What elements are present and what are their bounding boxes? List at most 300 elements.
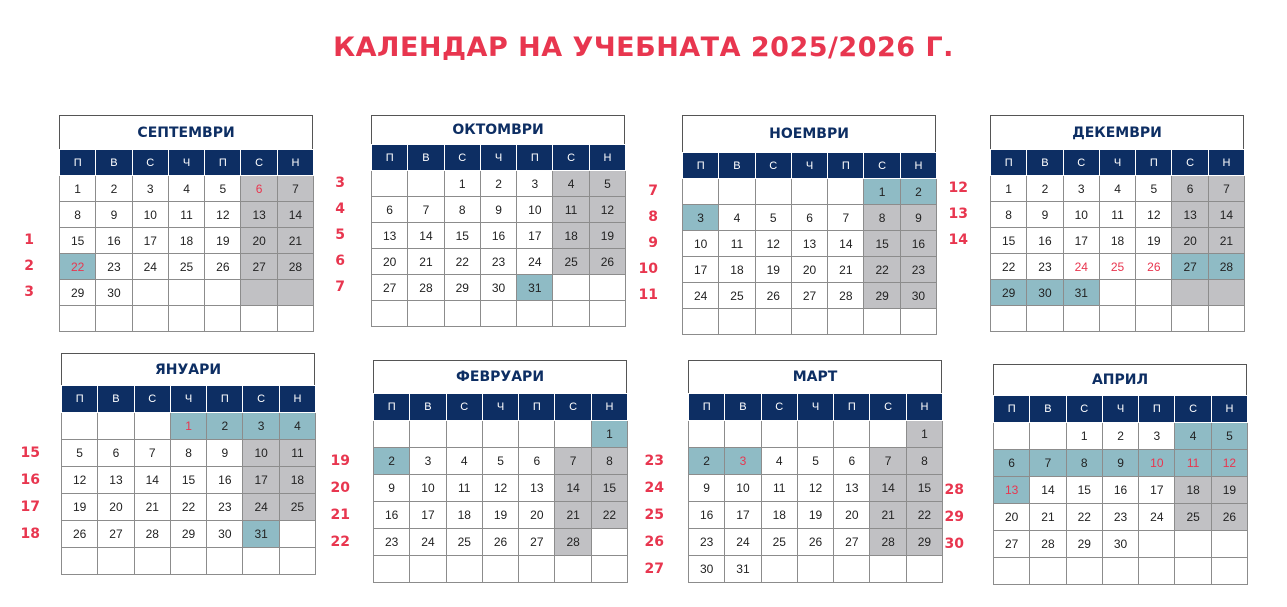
week-row: [374, 502, 628, 529]
day-cell: 22: [591, 502, 627, 529]
day-cell: 17: [1063, 228, 1099, 254]
week-row: [994, 477, 1248, 504]
day-cell: 5: [797, 448, 833, 475]
empty-cell: [591, 556, 627, 583]
week-row: [991, 254, 1245, 280]
week-row: [994, 450, 1248, 477]
day-cell: 9: [374, 475, 410, 502]
day-cell: 7: [1208, 176, 1244, 202]
day-cell: 4: [446, 448, 482, 475]
month-title: ЯНУАРИ: [61, 353, 315, 385]
weekday-header: П: [1139, 396, 1175, 423]
day-cell: 6: [241, 176, 277, 202]
empty-cell: [1066, 558, 1102, 585]
empty-cell: [1172, 306, 1208, 332]
day-cell: 10: [243, 440, 279, 467]
weekday-header: Н: [591, 394, 627, 421]
day-cell: 18: [761, 502, 797, 529]
day-cell: 2: [1027, 176, 1063, 202]
day-cell: 2: [374, 448, 410, 475]
day-cell: 7: [277, 176, 313, 202]
weekday-header: П: [62, 386, 98, 413]
day-cell: 1: [444, 171, 480, 197]
weekday-header: Н: [279, 386, 315, 413]
week-row: [62, 440, 316, 467]
day-cell: 5: [589, 171, 625, 197]
day-cell: 22: [444, 249, 480, 275]
weekday-header: П: [207, 386, 243, 413]
day-cell: 5: [205, 176, 241, 202]
school-week-number: 4: [335, 201, 345, 217]
empty-cell: [761, 556, 797, 583]
day-cell: 11: [553, 197, 589, 223]
weekday-header: С: [132, 150, 168, 176]
weekday-header: Ч: [791, 153, 827, 179]
day-cell: 19: [755, 257, 791, 283]
day-cell: 25: [761, 529, 797, 556]
day-cell: 24: [243, 494, 279, 521]
empty-cell: [864, 309, 900, 335]
empty-cell: [1175, 558, 1211, 585]
empty-cell: [834, 421, 870, 448]
empty-cell: [374, 421, 410, 448]
day-cell: 10: [410, 475, 446, 502]
weekday-header: Ч: [170, 386, 206, 413]
weekday-header-row: [62, 386, 316, 413]
day-cell: 25: [446, 529, 482, 556]
week-row: [683, 309, 937, 335]
day-cell: 27: [241, 254, 277, 280]
day-cell: 12: [1211, 450, 1247, 477]
day-cell: 28: [555, 529, 591, 556]
day-cell: 19: [62, 494, 98, 521]
day-cell: 26: [1136, 254, 1172, 280]
empty-cell: [372, 301, 408, 327]
day-cell: 22: [864, 257, 900, 283]
weekday-header: Н: [906, 394, 942, 421]
weekday-header: Ч: [1099, 150, 1135, 176]
day-cell: 11: [1099, 202, 1135, 228]
weekday-header: П: [372, 145, 408, 171]
day-cell: 1: [60, 176, 96, 202]
day-cell: 16: [1027, 228, 1063, 254]
empty-cell: [243, 548, 279, 575]
week-row: [372, 171, 626, 197]
day-cell: 18: [446, 502, 482, 529]
weekday-header: С: [755, 153, 791, 179]
day-cell: 26: [755, 283, 791, 309]
page-title: КАЛЕНДАР НА УЧЕБНАТА 2025/2026 Г.: [333, 32, 954, 63]
empty-cell: [482, 421, 518, 448]
school-week-number: 25: [644, 506, 664, 523]
day-cell: 21: [277, 228, 313, 254]
day-cell: 3: [517, 171, 553, 197]
day-cell: 20: [791, 257, 827, 283]
day-cell: 21: [828, 257, 864, 283]
school-week-number: 15: [20, 444, 40, 461]
weekday-header: В: [96, 150, 132, 176]
day-cell: 7: [828, 205, 864, 231]
day-cell: 1: [864, 179, 900, 205]
day-cell: 11: [761, 475, 797, 502]
empty-cell: [480, 301, 516, 327]
school-week-number: 10: [638, 261, 658, 277]
weekday-header: П: [994, 396, 1030, 423]
month-grid: [59, 149, 314, 332]
week-row: [60, 280, 314, 306]
day-cell: 6: [994, 450, 1030, 477]
empty-cell: [1139, 531, 1175, 558]
empty-cell: [408, 301, 444, 327]
weekday-header: Н: [1211, 396, 1247, 423]
weekday-header: П: [834, 394, 870, 421]
school-week-number: 18: [20, 525, 40, 542]
empty-cell: [1211, 531, 1247, 558]
empty-cell: [277, 280, 313, 306]
day-cell: 7: [134, 440, 170, 467]
week-row: [689, 448, 943, 475]
day-cell: 21: [1030, 504, 1066, 531]
day-cell: 23: [96, 254, 132, 280]
day-cell: 27: [372, 275, 408, 301]
day-cell: 30: [480, 275, 516, 301]
weekday-header: В: [725, 394, 761, 421]
day-cell: 24: [683, 283, 719, 309]
day-cell: 13: [372, 223, 408, 249]
day-cell: 5: [755, 205, 791, 231]
weekday-header: Ч: [797, 394, 833, 421]
day-cell: 24: [1063, 254, 1099, 280]
day-cell: 25: [719, 283, 755, 309]
day-cell: 9: [1027, 202, 1063, 228]
weekday-header: В: [719, 153, 755, 179]
day-cell: 14: [277, 202, 313, 228]
day-cell: 10: [517, 197, 553, 223]
day-cell: 14: [1030, 477, 1066, 504]
day-cell: 18: [1175, 477, 1211, 504]
school-week-number: 17: [20, 498, 40, 515]
day-cell: 12: [797, 475, 833, 502]
day-cell: 3: [725, 448, 761, 475]
day-cell: 16: [689, 502, 725, 529]
day-cell: 24: [132, 254, 168, 280]
week-row: [60, 176, 314, 202]
day-cell: 27: [519, 529, 555, 556]
day-cell: 7: [870, 448, 906, 475]
day-cell: 7: [408, 197, 444, 223]
school-week-number: 7: [648, 183, 658, 199]
week-row: [62, 548, 316, 575]
day-cell: 19: [589, 223, 625, 249]
weekday-header: Ч: [168, 150, 204, 176]
empty-cell: [555, 556, 591, 583]
school-week-number: 21: [330, 506, 350, 523]
empty-cell: [870, 421, 906, 448]
day-cell: 17: [725, 502, 761, 529]
day-cell: 4: [279, 413, 315, 440]
empty-cell: [279, 548, 315, 575]
day-cell: 8: [170, 440, 206, 467]
day-cell: 8: [444, 197, 480, 223]
school-week-number: 24: [644, 479, 664, 496]
empty-cell: [994, 423, 1030, 450]
week-row: [689, 421, 943, 448]
day-cell: 19: [482, 502, 518, 529]
week-row: [62, 521, 316, 548]
day-cell: 8: [60, 202, 96, 228]
day-cell: 20: [98, 494, 134, 521]
day-cell: 7: [1030, 450, 1066, 477]
weekday-header: С: [553, 145, 589, 171]
empty-cell: [991, 306, 1027, 332]
day-cell: 12: [62, 467, 98, 494]
day-cell: 12: [589, 197, 625, 223]
day-cell: 15: [864, 231, 900, 257]
school-week-number: 22: [330, 533, 350, 550]
weekday-header: Ч: [482, 394, 518, 421]
empty-cell: [834, 556, 870, 583]
month-grid: [682, 152, 937, 335]
empty-cell: [1175, 531, 1211, 558]
day-cell: 20: [241, 228, 277, 254]
day-cell: 4: [761, 448, 797, 475]
week-row: [372, 223, 626, 249]
weekday-header: С: [1175, 396, 1211, 423]
day-cell: 30: [96, 280, 132, 306]
day-cell: 2: [900, 179, 936, 205]
day-cell: 29: [444, 275, 480, 301]
day-cell: 17: [132, 228, 168, 254]
day-cell: 9: [1102, 450, 1138, 477]
day-cell: 22: [906, 502, 942, 529]
day-cell: 26: [589, 249, 625, 275]
school-week-number: 12: [948, 180, 968, 196]
day-cell: 22: [991, 254, 1027, 280]
week-row: [991, 306, 1245, 332]
week-row: [60, 254, 314, 280]
empty-cell: [689, 421, 725, 448]
day-cell: 23: [1102, 504, 1138, 531]
week-row: [374, 475, 628, 502]
day-cell: 27: [791, 283, 827, 309]
empty-cell: [446, 556, 482, 583]
empty-cell: [1030, 423, 1066, 450]
day-cell: 4: [1099, 176, 1135, 202]
day-cell: 16: [374, 502, 410, 529]
day-cell: 5: [482, 448, 518, 475]
day-cell: 13: [1172, 202, 1208, 228]
day-cell: 20: [1172, 228, 1208, 254]
day-cell: 24: [1139, 504, 1175, 531]
day-cell: 6: [791, 205, 827, 231]
day-cell: 28: [1030, 531, 1066, 558]
day-cell: 11: [279, 440, 315, 467]
week-row: [689, 502, 943, 529]
empty-cell: [553, 301, 589, 327]
day-cell: 29: [1066, 531, 1102, 558]
day-cell: 15: [591, 475, 627, 502]
empty-cell: [279, 521, 315, 548]
day-cell: 28: [408, 275, 444, 301]
day-cell: 27: [994, 531, 1030, 558]
week-row: [994, 558, 1248, 585]
month-title: СЕПТЕМВРИ: [59, 115, 313, 149]
weekday-header: С: [1066, 396, 1102, 423]
weekday-header: П: [60, 150, 96, 176]
school-week-number: 13: [948, 206, 968, 222]
day-cell: 28: [870, 529, 906, 556]
weekday-header: Ч: [480, 145, 516, 171]
day-cell: 24: [517, 249, 553, 275]
day-cell: 11: [719, 231, 755, 257]
weekday-header: Н: [277, 150, 313, 176]
day-cell: 27: [1172, 254, 1208, 280]
day-cell: 25: [553, 249, 589, 275]
empty-cell: [134, 548, 170, 575]
empty-cell: [60, 306, 96, 332]
day-cell: 4: [1175, 423, 1211, 450]
weekday-header: В: [1027, 150, 1063, 176]
empty-cell: [62, 413, 98, 440]
day-cell: 19: [205, 228, 241, 254]
day-cell: 12: [482, 475, 518, 502]
day-cell: 15: [906, 475, 942, 502]
day-cell: 21: [134, 494, 170, 521]
day-cell: 8: [864, 205, 900, 231]
weekday-header: П: [519, 394, 555, 421]
empty-cell: [1136, 306, 1172, 332]
school-week-number: 3: [24, 284, 34, 300]
month-title: ДЕКЕМВРИ: [990, 115, 1244, 149]
day-cell: 21: [555, 502, 591, 529]
week-row: [62, 494, 316, 521]
day-cell: 30: [1102, 531, 1138, 558]
empty-cell: [62, 548, 98, 575]
week-row: [689, 475, 943, 502]
empty-cell: [517, 301, 553, 327]
empty-cell: [553, 275, 589, 301]
day-cell: 14: [555, 475, 591, 502]
week-row: [62, 467, 316, 494]
day-cell: 4: [168, 176, 204, 202]
weekday-header: П: [689, 394, 725, 421]
day-cell: 24: [410, 529, 446, 556]
empty-cell: [591, 529, 627, 556]
day-cell: 2: [207, 413, 243, 440]
day-cell: 9: [689, 475, 725, 502]
day-cell: 8: [906, 448, 942, 475]
weekday-header: П: [205, 150, 241, 176]
empty-cell: [589, 275, 625, 301]
day-cell: 22: [1066, 504, 1102, 531]
day-cell: 16: [1102, 477, 1138, 504]
day-cell: 1: [591, 421, 627, 448]
weekday-header-row: [689, 394, 943, 421]
weekday-header-row: [374, 394, 628, 421]
day-cell: 18: [719, 257, 755, 283]
week-row: [991, 176, 1245, 202]
weekday-header-row: [994, 396, 1248, 423]
weekday-header: С: [1172, 150, 1208, 176]
empty-cell: [828, 179, 864, 205]
empty-cell: [994, 558, 1030, 585]
day-cell: 22: [60, 254, 96, 280]
empty-cell: [828, 309, 864, 335]
month-grid: [993, 395, 1248, 585]
day-cell: 15: [1066, 477, 1102, 504]
week-row: [60, 202, 314, 228]
weekday-header: П: [683, 153, 719, 179]
day-cell: 13: [241, 202, 277, 228]
day-cell: 29: [906, 529, 942, 556]
empty-cell: [98, 413, 134, 440]
empty-cell: [446, 421, 482, 448]
empty-cell: [96, 306, 132, 332]
day-cell: 23: [207, 494, 243, 521]
day-cell: 12: [205, 202, 241, 228]
day-cell: 12: [1136, 202, 1172, 228]
week-row: [683, 179, 937, 205]
month-title: ФЕВРУАРИ: [373, 360, 627, 393]
week-row: [374, 421, 628, 448]
school-week-number: 30: [944, 535, 964, 552]
day-cell: 15: [170, 467, 206, 494]
day-cell: 20: [834, 502, 870, 529]
empty-cell: [1208, 280, 1244, 306]
empty-cell: [555, 421, 591, 448]
day-cell: 31: [517, 275, 553, 301]
empty-cell: [797, 421, 833, 448]
week-row: [683, 231, 937, 257]
empty-cell: [797, 556, 833, 583]
empty-cell: [410, 421, 446, 448]
empty-cell: [900, 309, 936, 335]
school-week-number: 26: [644, 533, 664, 550]
day-cell: 3: [243, 413, 279, 440]
day-cell: 17: [683, 257, 719, 283]
empty-cell: [132, 306, 168, 332]
day-cell: 6: [834, 448, 870, 475]
empty-cell: [870, 556, 906, 583]
weekday-header: С: [446, 394, 482, 421]
weekday-header: С: [864, 153, 900, 179]
weekday-header-row: [372, 145, 626, 171]
day-cell: 30: [689, 556, 725, 583]
weekday-header: С: [1063, 150, 1099, 176]
empty-cell: [410, 556, 446, 583]
day-cell: 23: [374, 529, 410, 556]
day-cell: 27: [834, 529, 870, 556]
day-cell: 21: [1208, 228, 1244, 254]
day-cell: 3: [683, 205, 719, 231]
day-cell: 3: [1139, 423, 1175, 450]
school-week-number: 7: [335, 279, 345, 295]
day-cell: 10: [1063, 202, 1099, 228]
day-cell: 1: [906, 421, 942, 448]
day-cell: 18: [279, 467, 315, 494]
empty-cell: [205, 306, 241, 332]
empty-cell: [408, 171, 444, 197]
day-cell: 2: [96, 176, 132, 202]
empty-cell: [1136, 280, 1172, 306]
day-cell: 28: [277, 254, 313, 280]
day-cell: 11: [446, 475, 482, 502]
empty-cell: [134, 413, 170, 440]
day-cell: 26: [62, 521, 98, 548]
empty-cell: [589, 301, 625, 327]
empty-cell: [761, 421, 797, 448]
weekday-header-row: [991, 150, 1245, 176]
